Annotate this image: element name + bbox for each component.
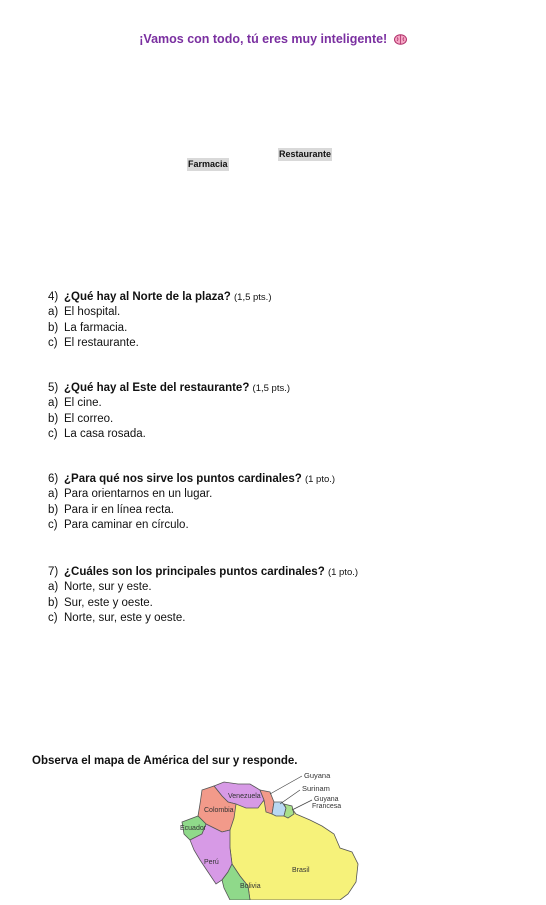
- option-letter: b): [48, 321, 59, 334]
- option-letter: a): [48, 306, 59, 319]
- question-points: (1 pto.): [327, 567, 359, 578]
- option-text: Para caminar en círculo.: [64, 518, 189, 531]
- question-7: [48, 565, 358, 626]
- option-letter: a): [48, 488, 59, 501]
- question-5: [48, 381, 290, 442]
- option-c: [48, 427, 290, 442]
- question-title: ¿Para qué nos sirve los puntos cardinales?: [64, 473, 302, 485]
- label-peru: Perú: [204, 859, 219, 866]
- question-number: 6): [48, 473, 59, 485]
- question-6: [48, 472, 335, 533]
- question-points: (1,5 pts.): [234, 292, 272, 303]
- question-number: 7): [48, 566, 59, 578]
- option-a: [48, 487, 335, 502]
- option-letter: b): [48, 412, 59, 425]
- option-text: El cine.: [64, 397, 102, 410]
- label-surinam: Surinam: [302, 784, 330, 793]
- option-a: [48, 305, 272, 320]
- label-restaurante: Restaurante: [279, 149, 332, 159]
- question-points: (1 pto.): [304, 474, 336, 485]
- option-text: Norte, sur, este y oeste.: [64, 611, 186, 624]
- option-text: El hospital.: [64, 306, 121, 319]
- question-number: 5): [48, 382, 59, 394]
- option-c: [48, 611, 358, 626]
- question-title: ¿Qué hay al Norte de la plaza?: [64, 291, 231, 303]
- label-guyana: Guyana: [304, 771, 331, 780]
- option-a: [48, 396, 290, 411]
- option-letter: a): [48, 397, 59, 410]
- option-b: [48, 503, 335, 518]
- option-text: La farmacia.: [64, 321, 128, 334]
- question-title: ¿Cuáles son los principales puntos cardinales?: [64, 566, 325, 578]
- option-letter: c): [48, 518, 58, 531]
- label-farmacia: Farmacia: [188, 159, 228, 169]
- option-text: El correo.: [64, 412, 114, 425]
- option-a: [48, 580, 358, 595]
- option-text: Para orientarnos en un lugar.: [64, 488, 213, 501]
- option-c: [48, 336, 272, 351]
- page-header: [0, 32, 546, 48]
- header-text: ¡Vamos con todo, tú eres muy inteligente!: [139, 32, 388, 46]
- label-colombia: Colombia: [204, 807, 234, 814]
- label-bolivia: Bolivia: [240, 883, 261, 890]
- option-letter: b): [48, 596, 59, 609]
- question-4: [48, 290, 272, 351]
- option-b: [48, 596, 358, 611]
- south-america-map: [172, 768, 362, 905]
- option-text: El restaurante.: [64, 336, 139, 349]
- option-b: [48, 321, 272, 336]
- option-letter: b): [48, 503, 59, 516]
- option-letter: a): [48, 581, 59, 594]
- option-text: Sur, este y oeste.: [64, 596, 153, 609]
- label-guyana-francesa-1: Guyana: [314, 796, 339, 803]
- label-ecuador: Ecuador: [180, 825, 207, 832]
- option-c: [48, 518, 335, 533]
- question-points: (1,5 pts.): [252, 383, 291, 394]
- option-text: Norte, sur y este.: [64, 581, 152, 594]
- question-title: ¿Qué hay al Este del restaurante?: [64, 382, 250, 394]
- question-number: 4): [48, 291, 59, 303]
- label-brasil: Brasil: [292, 867, 310, 874]
- option-letter: c): [48, 427, 58, 440]
- label-venezuela: Venezuela: [228, 793, 261, 800]
- label-guyana-francesa-2: Francesa: [312, 803, 342, 810]
- option-letter: c): [48, 336, 58, 349]
- option-b: [48, 412, 290, 427]
- map-instruction: Observa el mapa de América del sur y responde.: [32, 755, 298, 767]
- option-letter: c): [48, 611, 58, 624]
- option-text: Para ir en línea recta.: [64, 503, 174, 516]
- option-text: La casa rosada.: [64, 427, 146, 440]
- brain-icon: [394, 34, 407, 48]
